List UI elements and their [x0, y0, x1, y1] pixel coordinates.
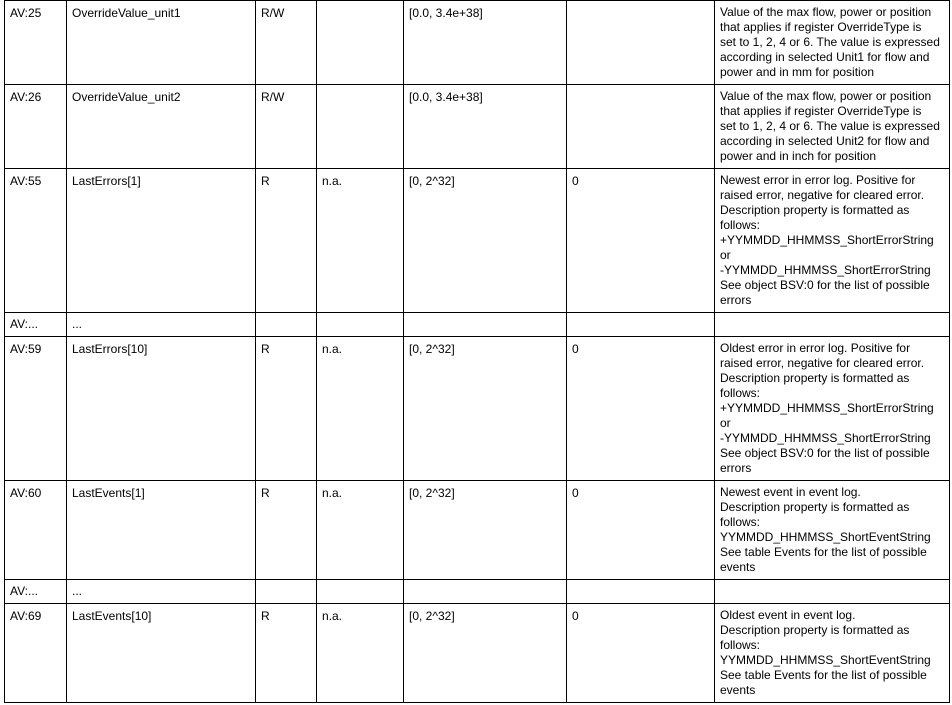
object-id-cell: AV:69 — [5, 604, 67, 703]
default-cell: 0 — [567, 481, 715, 580]
range-cell: [0.0, 3.4e+38] — [404, 1, 567, 85]
table-row — [5, 1, 950, 85]
object-id-cell: AV:... — [5, 313, 67, 337]
register-table — [4, 0, 950, 703]
access-cell: R — [256, 604, 317, 703]
range-cell: [0.0, 3.4e+38] — [404, 85, 567, 169]
default-cell — [567, 85, 715, 169]
description-cell — [715, 313, 950, 337]
default-cell: 0 — [567, 604, 715, 703]
table-row — [5, 313, 950, 337]
unit-cell — [317, 313, 404, 337]
range-cell: [0, 2^32] — [404, 169, 567, 313]
table-row — [5, 169, 950, 313]
range-cell: [0, 2^32] — [404, 604, 567, 703]
range-cell — [404, 313, 567, 337]
default-cell — [567, 1, 715, 85]
access-cell — [256, 580, 317, 604]
description-cell: Newest event in event log. Description property is formatted as follows: YYMMDD_HHMMSS_ShortEventString See table Events for the list of possible events — [715, 481, 950, 580]
unit-cell — [317, 85, 404, 169]
access-cell — [256, 313, 317, 337]
register-name-cell: ... — [67, 313, 256, 337]
range-cell: [0, 2^32] — [404, 481, 567, 580]
table-row — [5, 481, 950, 580]
description-cell: Oldest event in event log. Description property is formatted as follows: YYMMDD_HHMMSS_ShortEventString See table Events for the list of possible events — [715, 604, 950, 703]
object-id-cell: AV:25 — [5, 1, 67, 85]
access-cell: R/W — [256, 1, 317, 85]
description-cell: Value of the max flow, power or position that applies if register OverrideType is set to 1, 2, 4 or 6. The value is expressed according in selected Unit2 for flow and power and in inch for position — [715, 85, 950, 169]
register-name-cell: OverrideValue_unit1 — [67, 1, 256, 85]
range-cell — [404, 580, 567, 604]
unit-cell — [317, 580, 404, 604]
register-name-cell: OverrideValue_unit2 — [67, 85, 256, 169]
register-name-cell: LastEvents[1] — [67, 481, 256, 580]
register-name-cell: LastErrors[1] — [67, 169, 256, 313]
object-id-cell: AV:59 — [5, 337, 67, 481]
range-cell: [0, 2^32] — [404, 337, 567, 481]
unit-cell: n.a. — [317, 481, 404, 580]
table-row — [5, 580, 950, 604]
register-name-cell: ... — [67, 580, 256, 604]
description-cell: Value of the max flow, power or position that applies if register OverrideType is set to 1, 2, 4 or 6. The value is expressed according in selected Unit1 for flow and power and in mm for position — [715, 1, 950, 85]
register-name-cell: LastErrors[10] — [67, 337, 256, 481]
default-cell: 0 — [567, 169, 715, 313]
description-cell: Newest error in error log. Positive for raised error, negative for cleared error. Description property is formatted as follows: +YYMMDD_HHMMSS_ShortErrorString or -YYMMDD_HHMMSS_ShortErrorString See object BSV:0 for the list of possible errors — [715, 169, 950, 313]
object-id-cell: AV:55 — [5, 169, 67, 313]
register-name-cell: LastEvents[10] — [67, 604, 256, 703]
default-cell: 0 — [567, 337, 715, 481]
unit-cell: n.a. — [317, 169, 404, 313]
default-cell — [567, 313, 715, 337]
object-id-cell: AV:60 — [5, 481, 67, 580]
object-id-cell: AV:26 — [5, 85, 67, 169]
access-cell: R — [256, 337, 317, 481]
table-row — [5, 337, 950, 481]
access-cell: R/W — [256, 85, 317, 169]
table-row — [5, 604, 950, 703]
access-cell: R — [256, 169, 317, 313]
description-cell — [715, 580, 950, 604]
unit-cell — [317, 1, 404, 85]
default-cell — [567, 580, 715, 604]
description-cell: Oldest error in error log. Positive for raised error, negative for cleared error. Description property is formatted as follows: +YYMMDD_HHMMSS_ShortErrorString or -YYMMDD_HHMMSS_ShortErrorString See object BSV:0 for the list of possible errors — [715, 337, 950, 481]
unit-cell: n.a. — [317, 604, 404, 703]
access-cell: R — [256, 481, 317, 580]
unit-cell: n.a. — [317, 337, 404, 481]
object-id-cell: AV:... — [5, 580, 67, 604]
table-row — [5, 85, 950, 169]
